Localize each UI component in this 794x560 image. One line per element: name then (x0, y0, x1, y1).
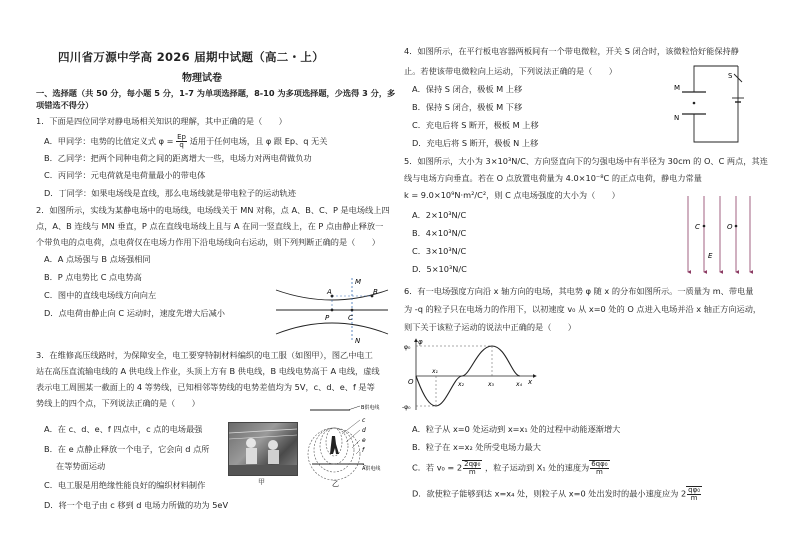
q6-d-den: m (690, 494, 698, 502)
fig-label-jia: 甲 (258, 478, 265, 486)
q1-a-num: Ep (177, 133, 186, 141)
q3-line1: 3．在维修高压线路时，为保障安全，电工要穿特制材料编织的电工服（如图甲），图乙中电工 (36, 350, 373, 360)
charged-particle (693, 102, 696, 105)
q5-option-b: B．4×10³N/C (412, 228, 467, 238)
label-b-line: B供电线 (361, 405, 380, 411)
label-negphi0: -φ₀ (402, 404, 411, 411)
q2-line2: 点，A、B 连线与 MN 垂直，P 点在直线电场线上且与 A 在同一竖直线上，在 P 点由静止释放一 (36, 221, 384, 231)
point-o (735, 225, 738, 228)
label-c-point: c (362, 417, 366, 424)
q3-option-a: A．在 c、d、e、f 四点中，c 点的电场最强 (44, 424, 203, 434)
q4-option-d: D．充电后将 S 断开，极板 N 上移 (412, 138, 539, 148)
label-x3: x₃ (488, 381, 494, 388)
label-d-point: d (362, 427, 366, 434)
label-x2: x₂ (458, 381, 464, 388)
q6-c-text: C．若 v₀ = 2 (412, 462, 463, 473)
section-heading-cont: 项错选不得分） (36, 100, 94, 110)
worker-silhouette (229, 423, 297, 475)
q2-line1: 2．如图所示，实线为某静电场中的电场线，电场线关于 MN 对称，点 A、B、C、P 是电场线上四 (36, 205, 390, 215)
q6-potential-graph (402, 336, 542, 416)
q3-line4: 势线上的四个点，下列说法正确的是（ ） (36, 398, 200, 408)
q2-option-a: A．A 点场强与 B 点场强相同 (44, 254, 151, 264)
q3-photo-worker (228, 422, 298, 476)
lower-field-line (276, 323, 388, 334)
label-switch-s: S (728, 72, 733, 80)
q4-option-a: A．保持 S 闭合，极板 M 上移 (412, 84, 523, 94)
q1-a-den: q (179, 141, 184, 149)
label-a: A (327, 288, 332, 296)
label-e-point: e (362, 437, 366, 444)
point-c (351, 309, 354, 312)
label-f-point: f (362, 447, 365, 454)
q5-uniform-field-figure (682, 194, 754, 276)
q1-stem: 1．下面是四位同学对静电场相关知识的理解，其中正确的是（ ） (36, 116, 287, 126)
q5-line2: 线与电场方向垂直。若在 O 点放置电荷量为 4.0×10⁻⁸C 的正点电荷，静电力常量 (404, 173, 702, 183)
q5-option-d: D．5×10³N/C (412, 264, 467, 274)
q6-option-c (412, 460, 610, 476)
q5-line1: 5．如图所示，大小为 3×10³N/C、方向竖直向下的匀强电场中有半径为 30cm 的 O、C 两点，其连 (404, 156, 768, 166)
label-phi: φ (418, 338, 423, 346)
label-origin: O (408, 378, 414, 386)
q3-option-b: B．在 e 点静止释放一个电子，它会向 d 点所 (44, 444, 210, 454)
q6-option-a: A．粒子从 x=0 处运动到 x=x₁ 处的过程中动能逐渐增大 (412, 424, 621, 434)
q5-line3: k = 9.0×10⁹N·m²/C²，则 C 点电场强度的大小为（ ） (404, 190, 620, 200)
label-n: N (355, 337, 361, 345)
q6-d-sqrt (686, 486, 702, 502)
q2-option-c: C．图中的直线电场线方向向左 (44, 290, 157, 300)
section-heading: 一、选择题（共 50 分，每小题 5 分，1-7 为单项选择题，8-10 为多项选择题，少选得 3 分，多 (36, 88, 396, 98)
q6-option-d (412, 486, 702, 502)
label-plate-n: N (674, 114, 680, 122)
q3-line3: 表示电工周围某一截面上的 4 等势线，已知相邻等势线的电势差值均为 5V，c、d、e、f 是等 (36, 382, 375, 392)
q1-option-d: D．丁同学：如果电场线是直线，那么电场线就是带电粒子的运动轨迹 (44, 188, 296, 198)
q6-c-sqrt (462, 460, 482, 476)
q4-option-b: B．保持 S 闭合，极板 M 下移 (412, 102, 523, 112)
label-phi0: φ₀ (404, 344, 411, 351)
label-x4: x₄ (516, 381, 522, 388)
q3-option-d: D．将一个电子由 c 移到 d 电场力所做的功为 5eV (44, 500, 229, 510)
q6-c-sqrt2 (589, 460, 609, 476)
q2-line3: 个带负电的点电荷，点电荷仅在电场力作用下沿电场线向右运动，则下列判断正确的是（ ） (36, 237, 380, 247)
label-x1: x₁ (432, 368, 438, 375)
point-p (331, 309, 334, 312)
label-a-line: A供电线 (362, 466, 381, 472)
label-e: E (708, 252, 713, 260)
q6-d-num: qφ₀ (688, 486, 701, 494)
q1-option-b: B．乙同学：把两个同种电荷之间的距离增大一些，电场力对两电荷做负功 (44, 153, 312, 163)
fig-label-yi: 乙 (332, 480, 339, 488)
q4-capacitor-circuit (672, 58, 756, 148)
q2-option-d: D．点电荷由静止向 C 运动时，速度先增大后减小 (44, 308, 225, 318)
point-c (703, 225, 706, 228)
q2-option-b: B．P 点电势比 C 点电势高 (44, 272, 142, 282)
label-m: M (355, 278, 362, 286)
q6-c-text-mid: ，粒子运动到 X₁ 处的速度为 (485, 462, 590, 473)
q1-option-a (44, 134, 327, 149)
label-b: B (373, 288, 378, 296)
q5-option-a: A．2×10³N/C (412, 210, 467, 220)
q6-c-num2: 6qφ₀ (591, 460, 608, 468)
q6-line1: 6．有一电场强度方向沿 x 轴方向的电场，其电势 φ 随 x 的分布如图所示。一质量为 m、带电量 (404, 286, 754, 296)
q4-line1: 4．如图所示，在平行板电容器两板间有一个带电微粒，开关 S 闭合时，该微粒恰好能保持静 (404, 46, 739, 56)
q1-option-c: C．丙同学：元电荷就是电荷量最小的带电体 (44, 170, 206, 180)
q6-line3: 则下关于该粒子运动的说法中正确的是（ ） (404, 322, 576, 332)
q1-a-text: A．甲同学：电势的比值定义式 φ = (44, 136, 174, 146)
q2-field-line-figure (272, 276, 392, 346)
q3-equipotential-figure (306, 402, 390, 488)
exam-title: 四川省万源中学高 2026 届期中试题（高二・上） (58, 50, 325, 64)
q3-line2: 站在高压直流输电线的 A 供电线上作业，头顶上方有 B 供电线，B 电线电势高于 A 电线，虚线 (36, 366, 380, 376)
q6-c-num: 2qφ₀ (464, 460, 481, 468)
q6-c-den: m (468, 468, 476, 476)
label-c: C (348, 314, 353, 322)
q6-option-b: B．粒子在 x=x₂ 处所受电场力最大 (412, 442, 541, 452)
label-c: C (695, 223, 700, 231)
q3-option-b-cont: 在等势面运动 (56, 461, 106, 471)
q1-a-fraction (176, 134, 187, 149)
q6-line2: 为 -q 的粒子只在电场力的作用下，以初速度 v₀ 从 x=0 处的 O 点进入电场并沿 x 轴正方向运动， (404, 304, 762, 314)
q4-option-c: C．充电后将 S 断开，极板 M 上移 (412, 120, 539, 130)
label-plate-m: M (674, 84, 681, 92)
q3-option-c: C．电工服是用绝缘性能良好的编织材料制作 (44, 480, 206, 490)
label-o: O (727, 223, 733, 231)
label-x: x (528, 378, 533, 386)
q1-a-text-post: 适用于任何电场，且 φ 跟 Ep、q 无关 (189, 136, 328, 146)
subject-title: 物理试卷 (182, 73, 222, 84)
q5-option-c: C．3×10³N/C (412, 246, 467, 256)
label-p: P (325, 314, 330, 322)
q6-c-den2: m (595, 468, 603, 476)
q4-line2: 止。若使该带电微粒向上运动，下列说法正确的是（ ） (404, 66, 617, 76)
q6-d-text: D．欲使粒子能够到达 x=x₄ 处，则粒子从 x=0 处出发时的最小速度应为 2 (412, 488, 687, 499)
worker-figure-icon (330, 436, 339, 454)
